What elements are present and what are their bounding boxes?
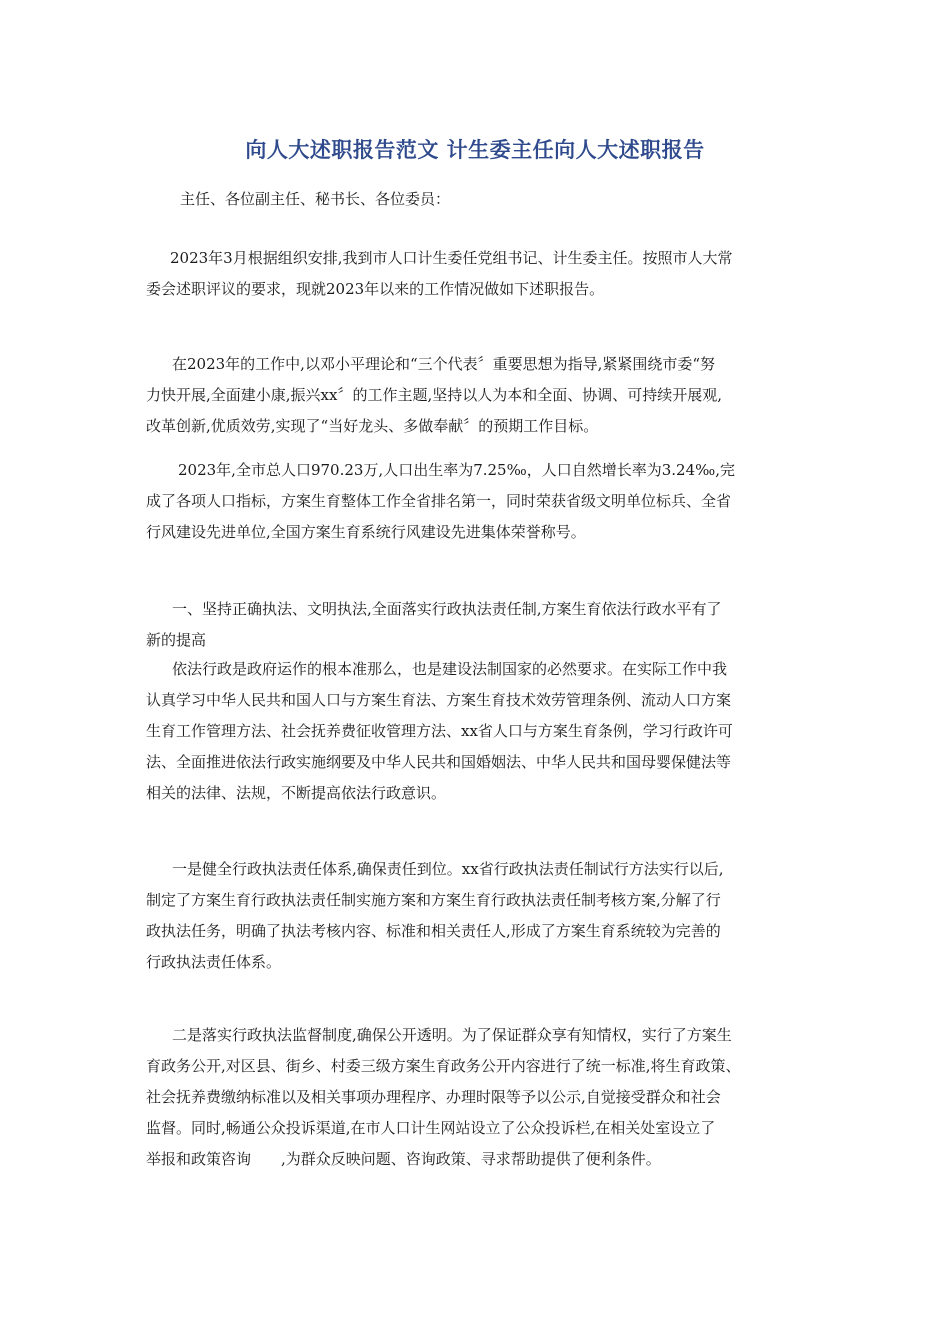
paragraph-line: 社会抚养费缴纳标准以及相关事项办理程序、办理时限等予以公示,自觉接受群众和社会 <box>146 1088 721 1106</box>
paragraph-line: 制定了方案生育行政执法责任制实施方案和方案生育行政执法责任制考核方案,分解了行 <box>146 891 721 909</box>
paragraph-line: 相关的法律、法规，不断提高依法行政意识。 <box>146 784 447 802</box>
paragraph-line: 改革创新,优质效劳,实现了“当好龙头、多做奉献〞的预期工作目标。 <box>146 417 599 435</box>
paragraph-line: 政执法任务，明确了执法考核内容、标准和相关责任人,形成了方案生育系统较为完善的 <box>146 922 721 940</box>
section-heading-one <box>146 594 806 656</box>
paragraph-rule-of-law <box>146 654 806 809</box>
salutation-text: 主任、各位副主任、秘书长、各位委员： <box>180 190 451 208</box>
paragraph-line: 力快开展,全面建小康,振兴xx〞的工作主题,坚持以人为本和全面、协调、可持续开展观, <box>146 386 722 404</box>
paragraph-line: 一是健全行政执法责任体系,确保责任到位。xx省行政执法责任制试行方法实行以后, <box>172 860 724 878</box>
paragraph-line: 成了各项人口指标，方案生育整体工作全省排名第一，同时荣获省级文明单位标兵、全省 <box>146 492 732 510</box>
paragraph-line: 监督。同时,畅通公众投诉渠道,在市人口计生网站设立了公众投诉栏,在相关处室设立了 <box>146 1119 716 1137</box>
paragraph-line: 生育工作管理方法、社会抚养费征收管理方法、xx省人口与方案生育条例，学习行政许可 <box>146 722 733 740</box>
paragraph-line: 一、坚持正确执法、文明执法,全面落实行政执法责任制,方案生育依法行政水平有了 <box>172 600 722 618</box>
paragraph-line: 新的提高 <box>146 631 207 649</box>
paragraph-line: 认真学习中华人民共和国人口与方案生育法、方案生育技术效劳管理条例、流动人口方案 <box>146 691 732 709</box>
paragraph-line: 委会述职评议的要求，现就2023年以来的工作情况做如下述职报告。 <box>146 280 605 298</box>
paragraph-line: 依法行政是政府运作的根本准那么，也是建设法制国家的必然要求。在实际工作中我 <box>172 660 728 678</box>
document-title: 向人大述职报告范文 计生委主任向人大述职报告 <box>245 138 705 162</box>
paragraph-line: 行风建设先进单位,全国方案生育系统行风建设先进集体荣誉称号。 <box>146 523 586 541</box>
paragraph-line: 举报和政策咨询 ,为群众反映问题、咨询政策、寻求帮助提供了便利条件。 <box>146 1150 661 1168</box>
paragraph-population-stats <box>146 455 806 548</box>
paragraph-line: 行政执法责任体系。 <box>146 953 282 971</box>
salutation <box>146 184 806 215</box>
paragraph-line: 在2023年的工作中,以邓小平理论和“三个代表〞重要思想为指导,紧紧围绕市委“努 <box>172 355 716 373</box>
paragraph-line: 法、全面推进依法行政实施纲要及中华人民共和国婚姻法、中华人民共和国母婴保健法等 <box>146 753 732 771</box>
paragraph-responsibility-system <box>146 854 806 978</box>
paragraph-line: 2023年3月根据组织安排,我到市人口计生委任党组书记、计生委主任。按照市人大常 <box>170 249 733 267</box>
paragraph-guiding-theory <box>146 349 806 442</box>
paragraph-intro <box>146 243 806 305</box>
paragraph-line: 2023年,全市总人口970.23万,人口出生率为7.25‰，人口自然增长率为3.24‰,完 <box>178 461 736 479</box>
paragraph-supervision <box>146 1020 806 1175</box>
paragraph-line: 育政务公开,对区县、街乡、村委三级方案生育政务公开内容进行了统一标准,将生育政策、 <box>146 1057 741 1075</box>
paragraph-line: 二是落实行政执法监督制度,确保公开透明。为了保证群众享有知情权，实行了方案生 <box>172 1026 732 1044</box>
